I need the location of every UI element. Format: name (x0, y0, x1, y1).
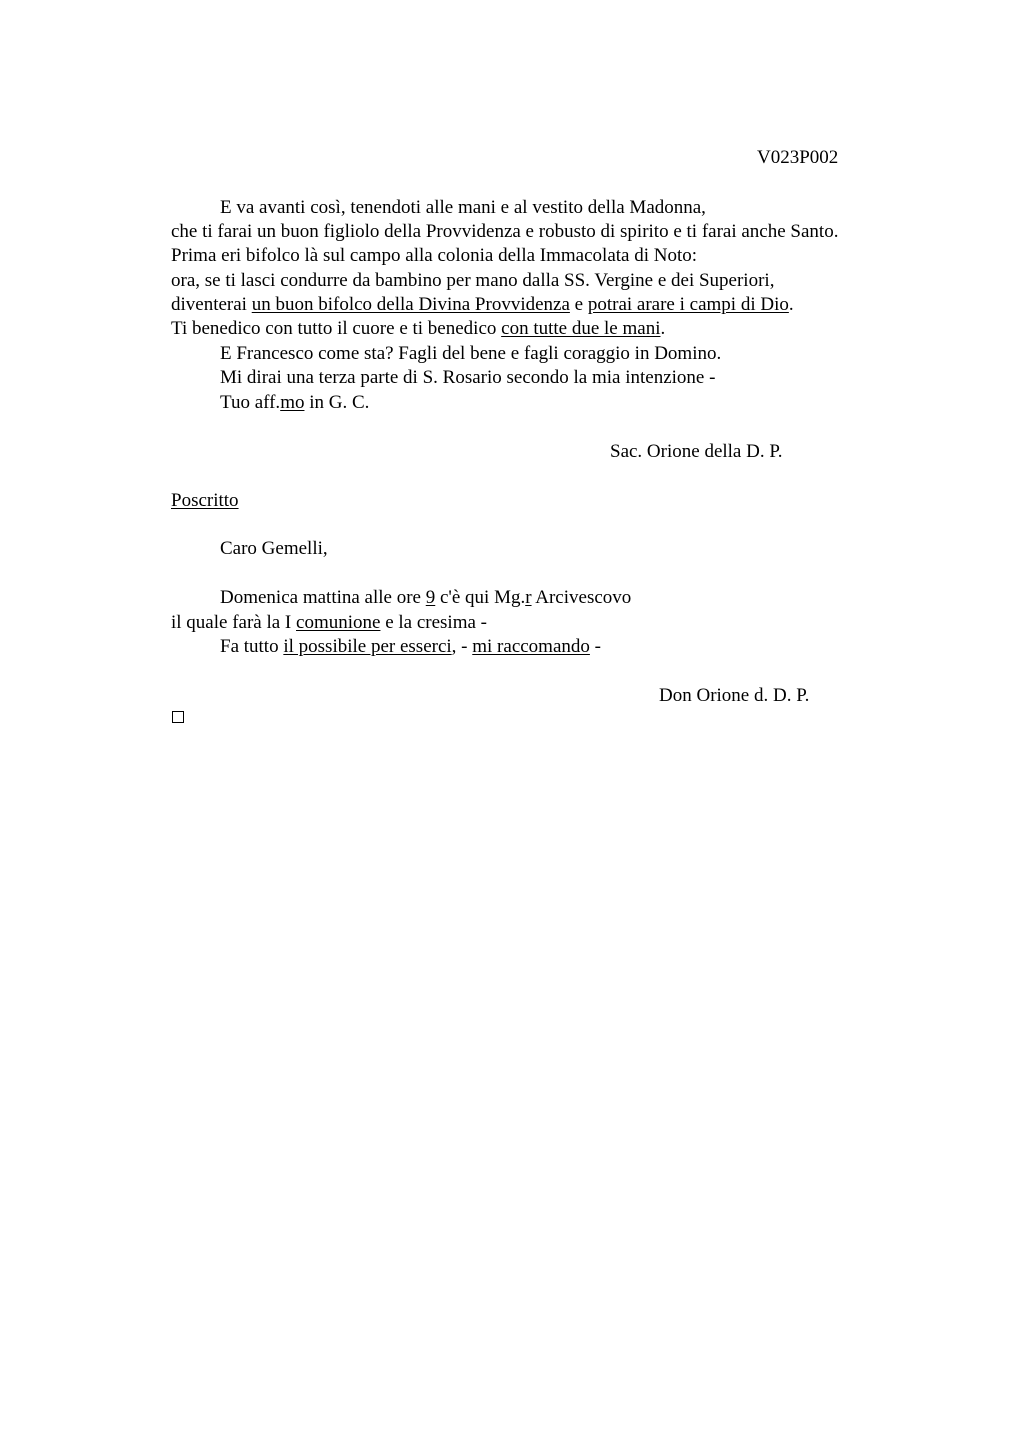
text-span: . (788, 294, 794, 315)
postscript-heading: Poscritto (171, 490, 239, 511)
text-span: , - (451, 636, 473, 657)
postscript-line-1 (220, 586, 631, 610)
underlined-text: comunione (296, 612, 381, 633)
postscript-greeting: Caro Gemelli, (220, 538, 328, 559)
letter-signature: Sac. Orione della D. P. (610, 441, 783, 462)
letter-line-1: E va avanti così, tenendoti alle mani e al vestito della Madonna, (220, 197, 706, 218)
text-span: . (660, 318, 666, 339)
text-span: Tuo aff. (220, 392, 281, 413)
postscript-line-3 (220, 635, 601, 659)
postscript-signature: Don Orione d. D. P. (659, 685, 810, 706)
text-span: c'è qui Mg. (435, 587, 526, 608)
document-code: V023P002 (757, 147, 839, 168)
underlined-text: con tutte due le mani (501, 318, 661, 339)
text-span: Fa tutto (220, 636, 284, 657)
underlined-text: mo (280, 392, 305, 413)
letter-line-6 (171, 317, 665, 341)
text-span: e la cresima - (380, 612, 488, 633)
letter-line-2: che ti farai un buon figliolo della Provvidenza e robusto di spirito e ti farai anche Santo. (171, 221, 839, 242)
letter-line-4: ora, se ti lasci condurre da bambino per mano dalla SS. Vergine e dei Superiori, (171, 270, 775, 291)
text-span: e (569, 294, 588, 315)
underlined-text: potrai arare i campi di Dio (587, 294, 789, 315)
underlined-text: mi raccomando (472, 636, 590, 657)
underlined-text: r (525, 587, 532, 608)
letter-line-3: Prima eri bifolco là sul campo alla colonia della Immacolata di Noto: (171, 245, 698, 266)
text-span: Domenica mattina alle ore (220, 587, 426, 608)
postscript-line-2 (171, 611, 487, 635)
text-span: Ti benedico con tutto il cuore e ti benedico (171, 318, 502, 339)
letter-line-8: Mi dirai una terza parte di S. Rosario secondo la mia intenzione - (220, 367, 716, 388)
underlined-text: un buon bifolco della Divina Provvidenza (251, 294, 570, 315)
letter-line-7: E Francesco come sta? Fagli del bene e fagli coraggio in Domino. (220, 343, 722, 364)
text-span: in G. C. (304, 392, 370, 413)
checkbox-square-icon (172, 711, 184, 723)
text-span: Arcivescovo (531, 587, 632, 608)
letter-line-5 (171, 293, 794, 317)
text-span: il quale farà la I (171, 612, 297, 633)
text-span: - (589, 636, 601, 657)
text-span: diventerai (171, 294, 252, 315)
underlined-text: 9 (425, 587, 436, 608)
letter-line-9 (220, 391, 369, 415)
underlined-text: il possibile per esserci (283, 636, 452, 657)
